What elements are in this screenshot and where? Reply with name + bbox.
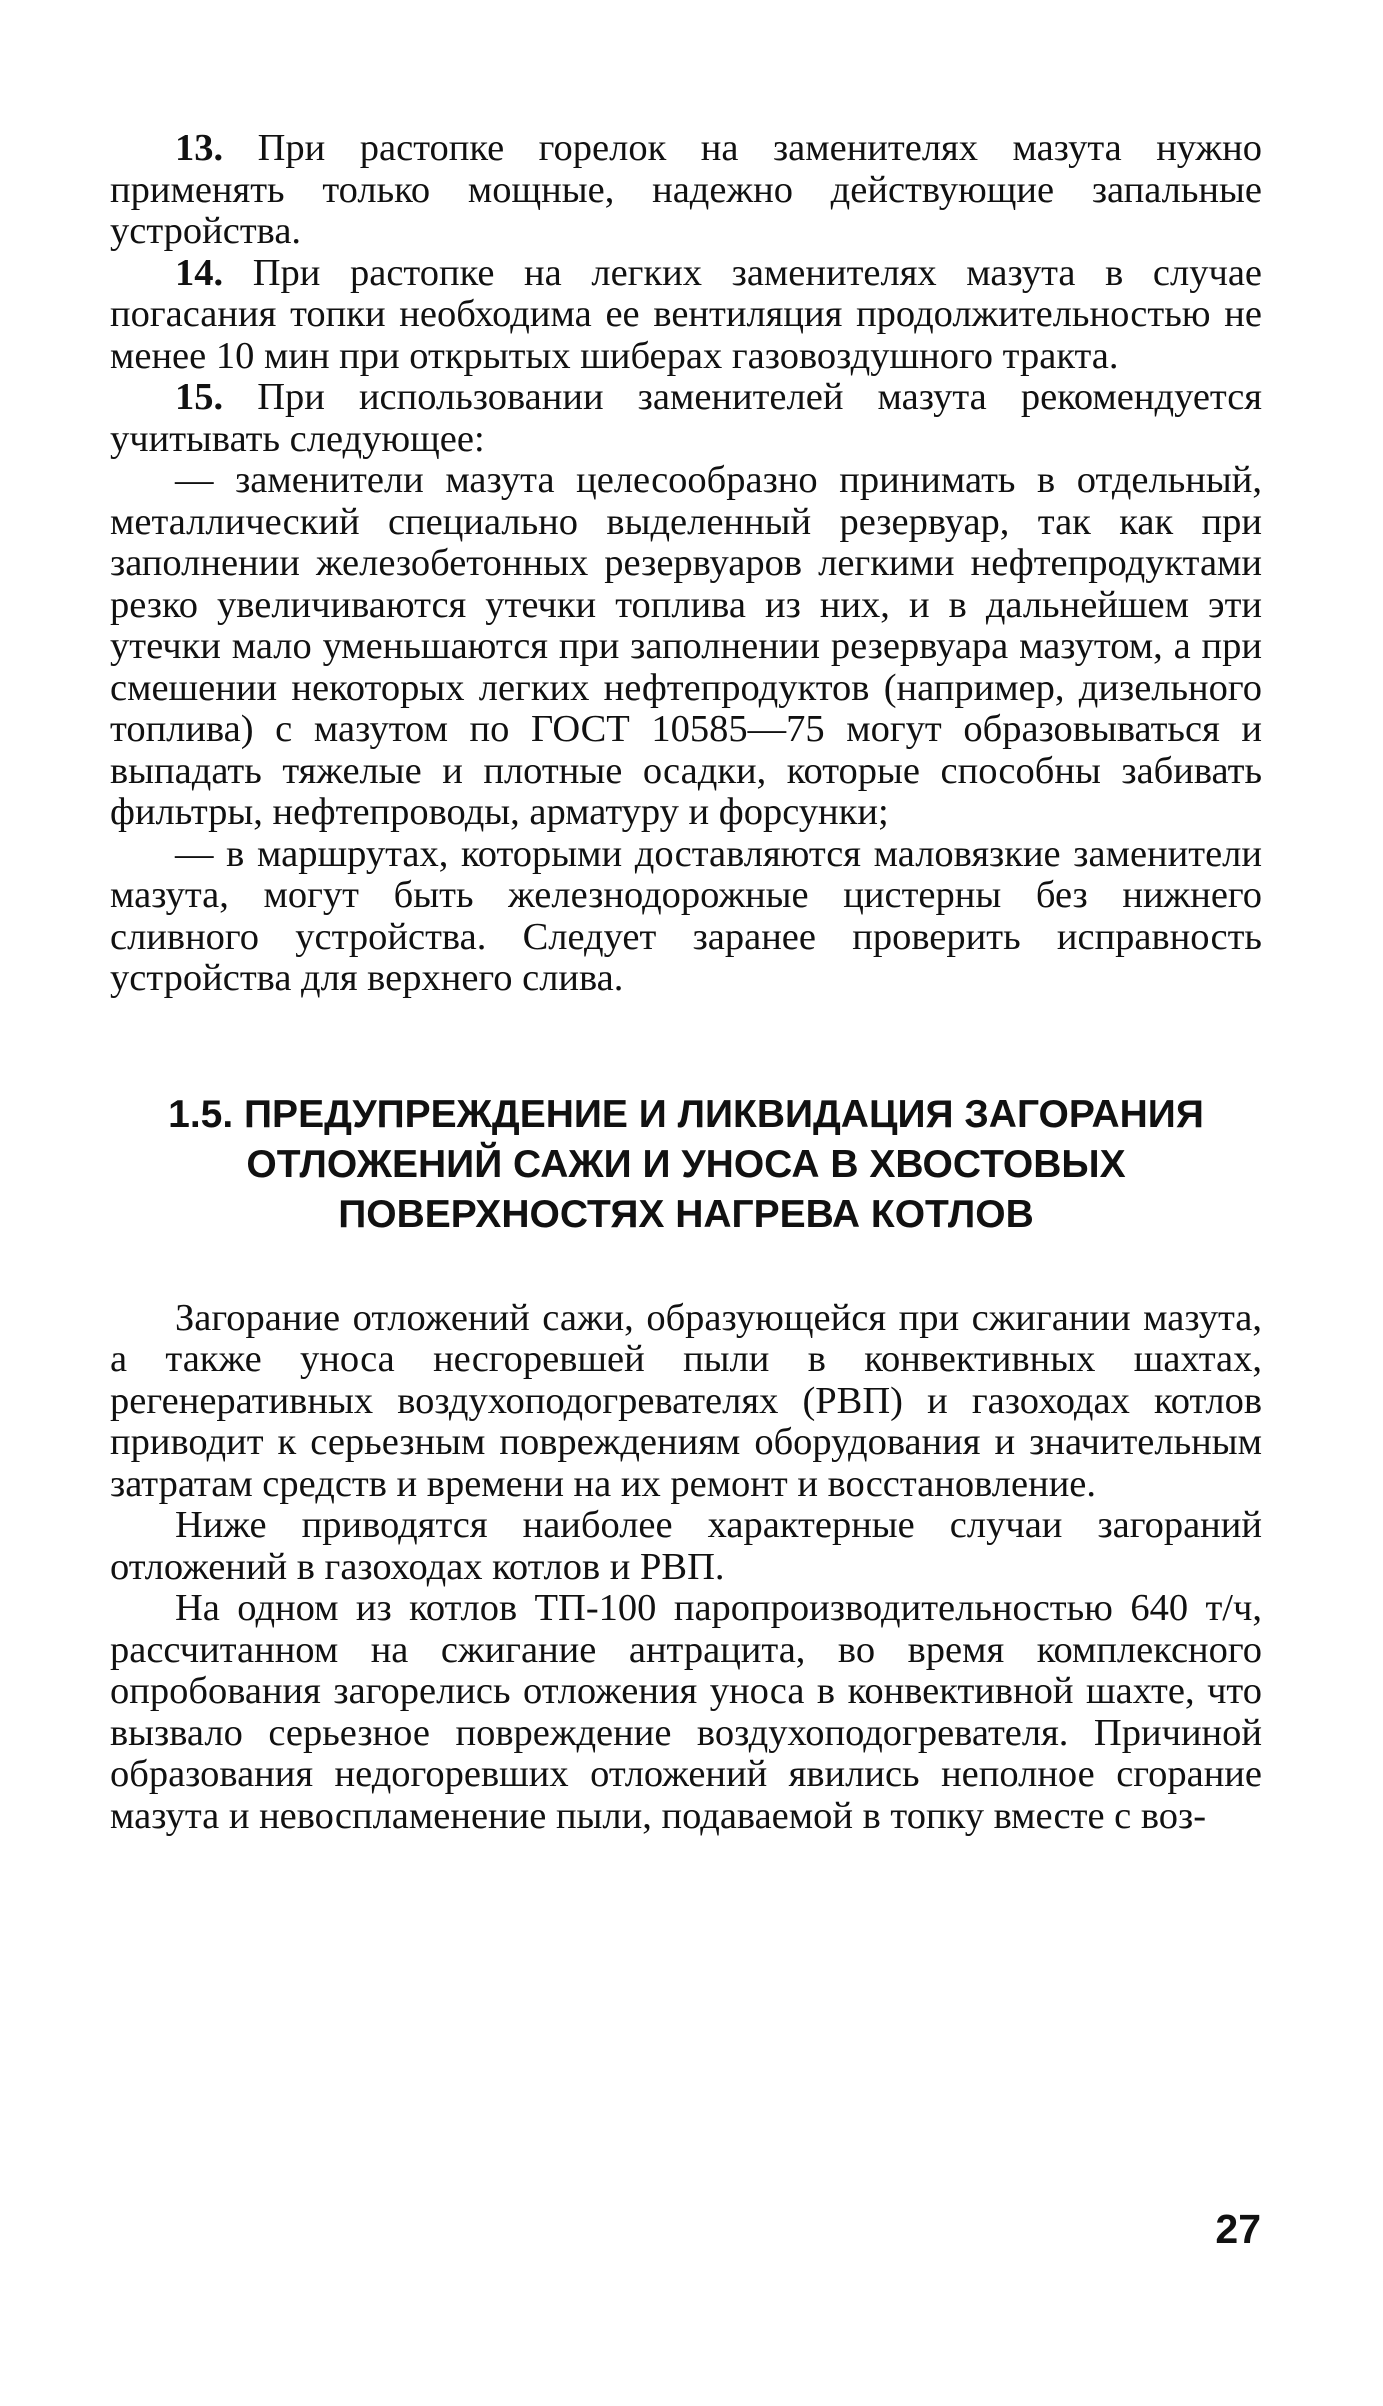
bullet-paragraph: — заменители мазута целесообразно принимать в отдельный, металлический специально выделенный резервуар, так как при заполнении железобетонных резервуаров легкими нефтепродуктами резко увеличиваются утечки топлива из них, и в дальнейшем эти утечки мало уменьшаются при заполнении резервуара мазутом, а при смешении некоторых легких нефтепродуктов (например, дизельного топлива) с мазутом по ГОСТ 10585—75 могут образовываться и выпадать тяжелые и плотные осадки, которые способны забивать фильтры, нефтепроводы, арматуру и форсунки; [110, 459, 1262, 833]
item-number: 14. [175, 251, 224, 294]
item-number: 15. [175, 376, 224, 418]
section-heading [110, 1090, 1262, 1240]
page-number: 27 [1215, 2206, 1261, 2252]
section-heading-line: ОТЛОЖЕНИЙ САЖИ И УНОСА В ХВОСТОВЫХ [246, 1142, 1126, 1186]
bullet-paragraph: — в маршрутах, которыми доставляются маловязкие заменители мазута, могут быть железнодорожные цистерны без нижнего сливного устройства. Следует заранее проверить исправность устройства для верхнего слива. [110, 832, 1262, 999]
item-13 [110, 128, 1262, 253]
item-text: При растопке горелок на заменителях мазута нужно применять только мощные, надежно действующие запальные устройства. [110, 127, 1262, 252]
item-14 [110, 253, 1262, 378]
section-heading-line: 1.5. ПРЕДУПРЕЖДЕНИЕ И ЛИКВИДАЦИЯ ЗАГОРАНИЯ [168, 1092, 1204, 1136]
page-body [110, 128, 1262, 1837]
section-paragraph: На одном из котлов ТП-100 паропроизводительностью 640 т/ч, рассчитанном на сжигание антрацита, во время комплексного опробования загорелись отложения уноса в конвективной шахте, что вызвало серьезное повреждение воздухоподогревателя. Причиной образования недогоревших отложений явились неполное сгорание мазута и невоспламенение пыли, подаваемой в топку вместе с воз- [110, 1587, 1262, 1837]
section-heading-line: ПОВЕРХНОСТЯХ НАГРЕВА КОТЛОВ [338, 1192, 1034, 1236]
section-paragraph: Ниже приводятся наиболее характерные случаи загораний отложений в газоходах котлов и РВП. [110, 1504, 1262, 1588]
item-number: 13. [175, 127, 224, 169]
section-paragraph: Загорание отложений сажи, образующейся при сжигании мазута, а также уноса несгоревшей пыли в конвективных шахтах, регенеративных воздухоподогревателях (РВП) и газоходах котлов приводит к серьезным повреждениям оборудования и значительным затратам средств и времени на их ремонт и восстановление. [110, 1296, 1262, 1505]
item-text: При растопке на легких заменителях мазута в случае погасания топки необходима ее вентиляция продолжительностью не менее 10 мин при открытых шиберах газовоздушного тракта. [110, 251, 1262, 377]
item-text: При использовании заменителей мазута рекомендуется учитывать следующее: [110, 376, 1262, 460]
item-15 [110, 377, 1262, 460]
